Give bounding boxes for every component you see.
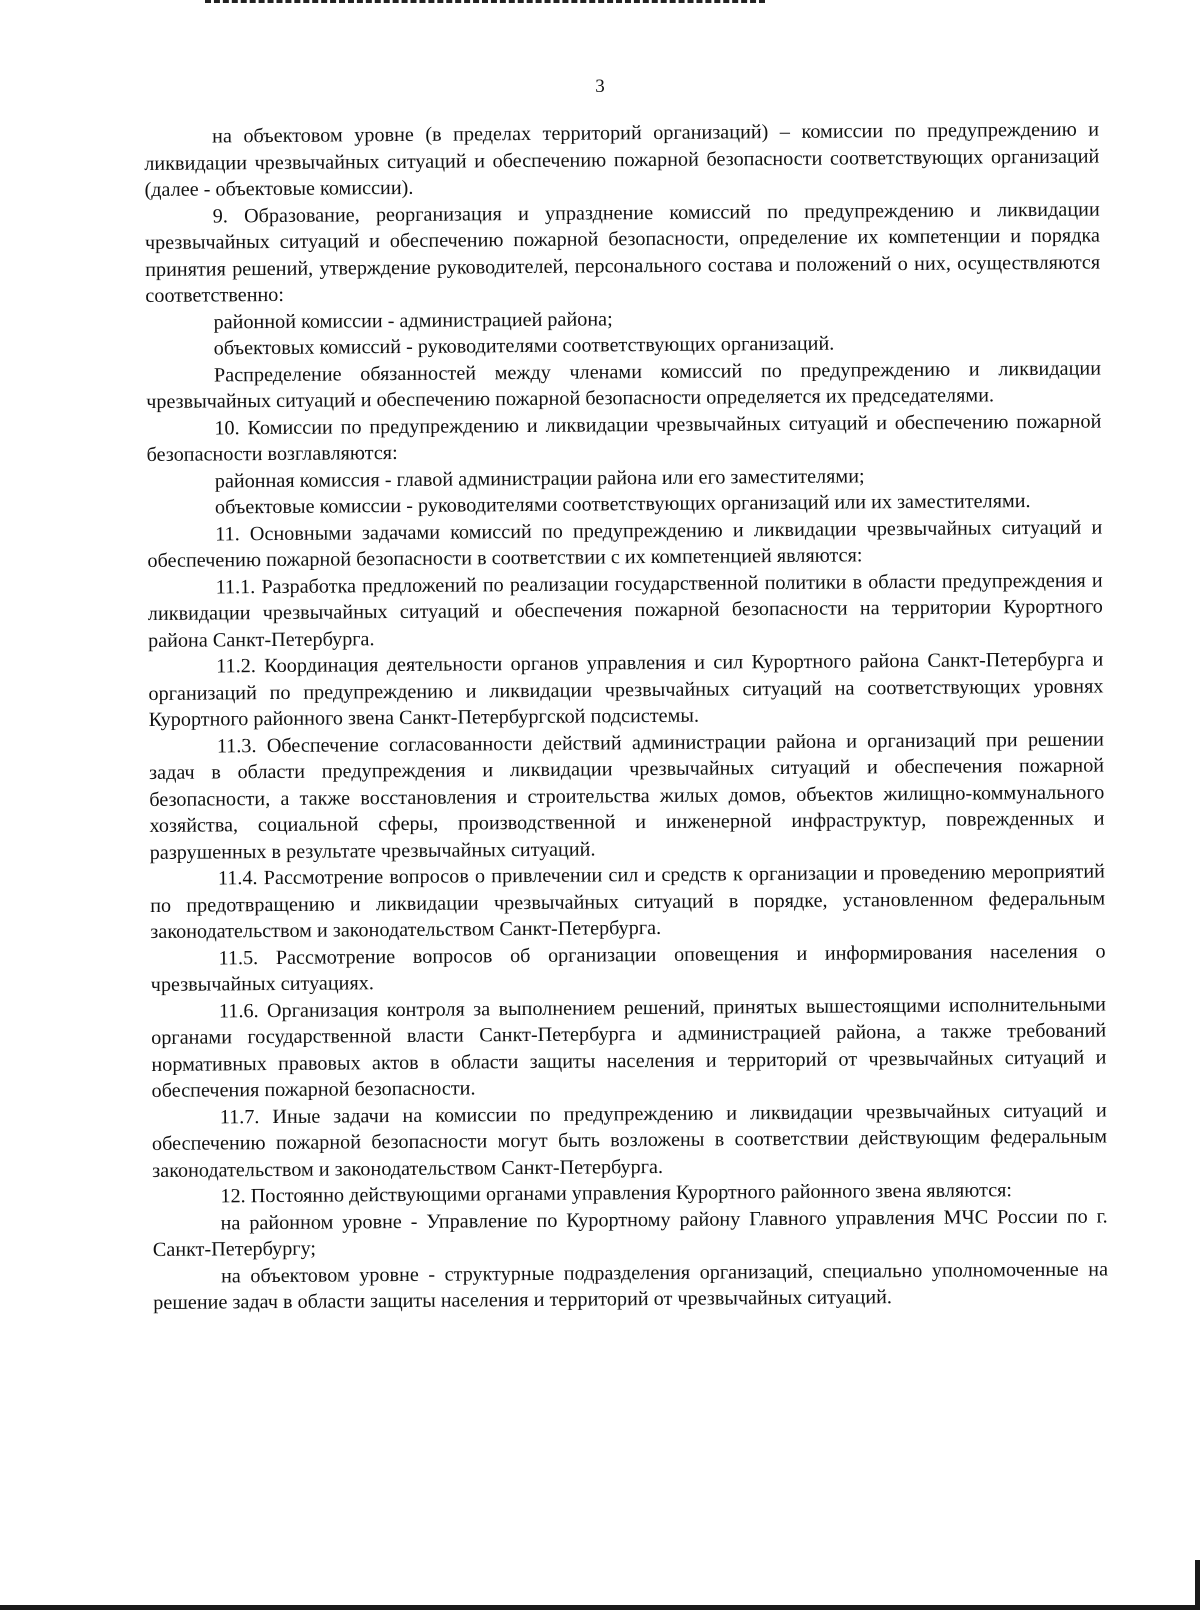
page-number: 3 — [595, 76, 605, 97]
scan-edge-top — [205, 0, 765, 6]
paragraph-11-5: 11.5. Рассмотрение вопросов об организации оповещения и информирования населения о чрезвычайных ситуациях. — [150, 939, 1106, 996]
paragraph-11-2: 11.2. Координация деятельности органов управления и сил Курортного района Санкт-Петербурга и организаций по предупреждению и ликвидации чрезвычайных ситуаций на соответствующих уровнях Курортного районного звена Санкт-Петербургской подсистемы. — [148, 648, 1104, 731]
paragraph-9-objective: объектовых комиссий - руководителями соответствующих организаций. — [213, 332, 835, 360]
paragraph-10-district: районная комиссия - главой администрации района или его заместителями; — [214, 464, 865, 492]
paragraph-9: 9. Образование, реорганизация и упразднение комиссий по предупреждению и ликвидации чрезвычайных ситуаций и обеспечению пожарной безопасности, определение их компетенции и порядка принятия решений, утверждение руководителей, персонального состава и положений о них, осуществляются соответственно: — [144, 197, 1101, 307]
paragraph-12-district: на районном уровне - Управление по Курортному району Главного управления МЧС России по г. Санкт-Петербургу; — [152, 1204, 1108, 1261]
paragraph-11-7: 11.7. Иные задачи на комиссии по предупреждению и ликвидации чрезвычайных ситуаций и обеспечению пожарной безопасности могут быть возложены в соответствии действующим федеральным законодательством и законодательством Санкт-Петербурга. — [151, 1098, 1108, 1182]
paragraph-objective-level: на объектовом уровне (в пределах территорий организаций) – комиссии по предупреждению и ликвидации чрезвычайных ситуаций и обеспечению пожарной безопасности соответствующих организаций (далее - объектовые комиссии). — [144, 118, 1100, 201]
scan-edge-bottom — [0, 1605, 1200, 1610]
paragraph-9-district: районной комиссии - администрацией района; — [213, 307, 613, 333]
paragraph-12-objective: на объектовом уровне - структурные подразделения организаций, специально уполномоченные на решение задач в области защиты населения и территорий от чрезвычайных ситуаций. — [153, 1257, 1109, 1314]
document-body — [144, 116, 1108, 1316]
paragraph-11-3: 11.3. Обеспечение согласованности действий администрации района и организаций при решении задач в области предупреждения и ликвидации чрезвычайных ситуаций и обеспечения пожарной безопасности, а также восстановления и строительства жилых домов, объектов жилищно-коммунального хозяйства, социальной сферы, производственной и инженерной инфраструктур, поврежденных и разрушенных в результате чрезвычайных ситуаций. — [149, 727, 1105, 864]
paragraph-10: 10. Комиссии по предупреждению и ликвидации чрезвычайных ситуаций и обеспечению пожарной безопасности возглавляются: — [146, 409, 1102, 466]
scan-edge-right — [1195, 1560, 1200, 1610]
paragraph-11-1: 11.1. Разработка предложений по реализации государственной политики в области предупреждения и ликвидации чрезвычайных ситуаций и обеспечения пожарной безопасности на территории Курортного района Санкт-Петербурга. — [147, 568, 1103, 652]
paragraph-11-6: 11.6. Организация контроля за выполнением решений, принятых вышестоящими исполнительными органами государственной власти Санкт-Петербурга и администрацией района, а также требований нормативных правовых актов в области защиты населения и территорий от чрезвычайных ситуаций и обеспечения пожарной безопасности. — [151, 992, 1107, 1102]
paragraph-11: 11. Основными задачами комиссий по предупреждению и ликвидации чрезвычайных ситуаций и обеспечению пожарной безопасности в соответствии с их компетенцией являются: — [147, 515, 1103, 572]
paragraph-10-objective: объектовые комиссии - руководителями соответствующих организаций или их заместителями. — [214, 490, 1031, 519]
paragraph-11-4: 11.4. Рассмотрение вопросов о привлечении сил и средств к организации и проведению мероприятий по предотвращению и ликвидации чрезвычайных ситуаций в порядке, установленном федеральным законодательством и законодательством Санкт-Петербурга. — [150, 860, 1106, 943]
paragraph-12: 12. Постоянно действующими органами управления Курортного районного звена являются: — [220, 1179, 1013, 1208]
paragraph-duties: Распределение обязанностей между членами комиссий по предупреждению и ликвидации чрезвычайных ситуаций и обеспечению пожарной безопасности определяется их председателями. — [146, 356, 1102, 413]
